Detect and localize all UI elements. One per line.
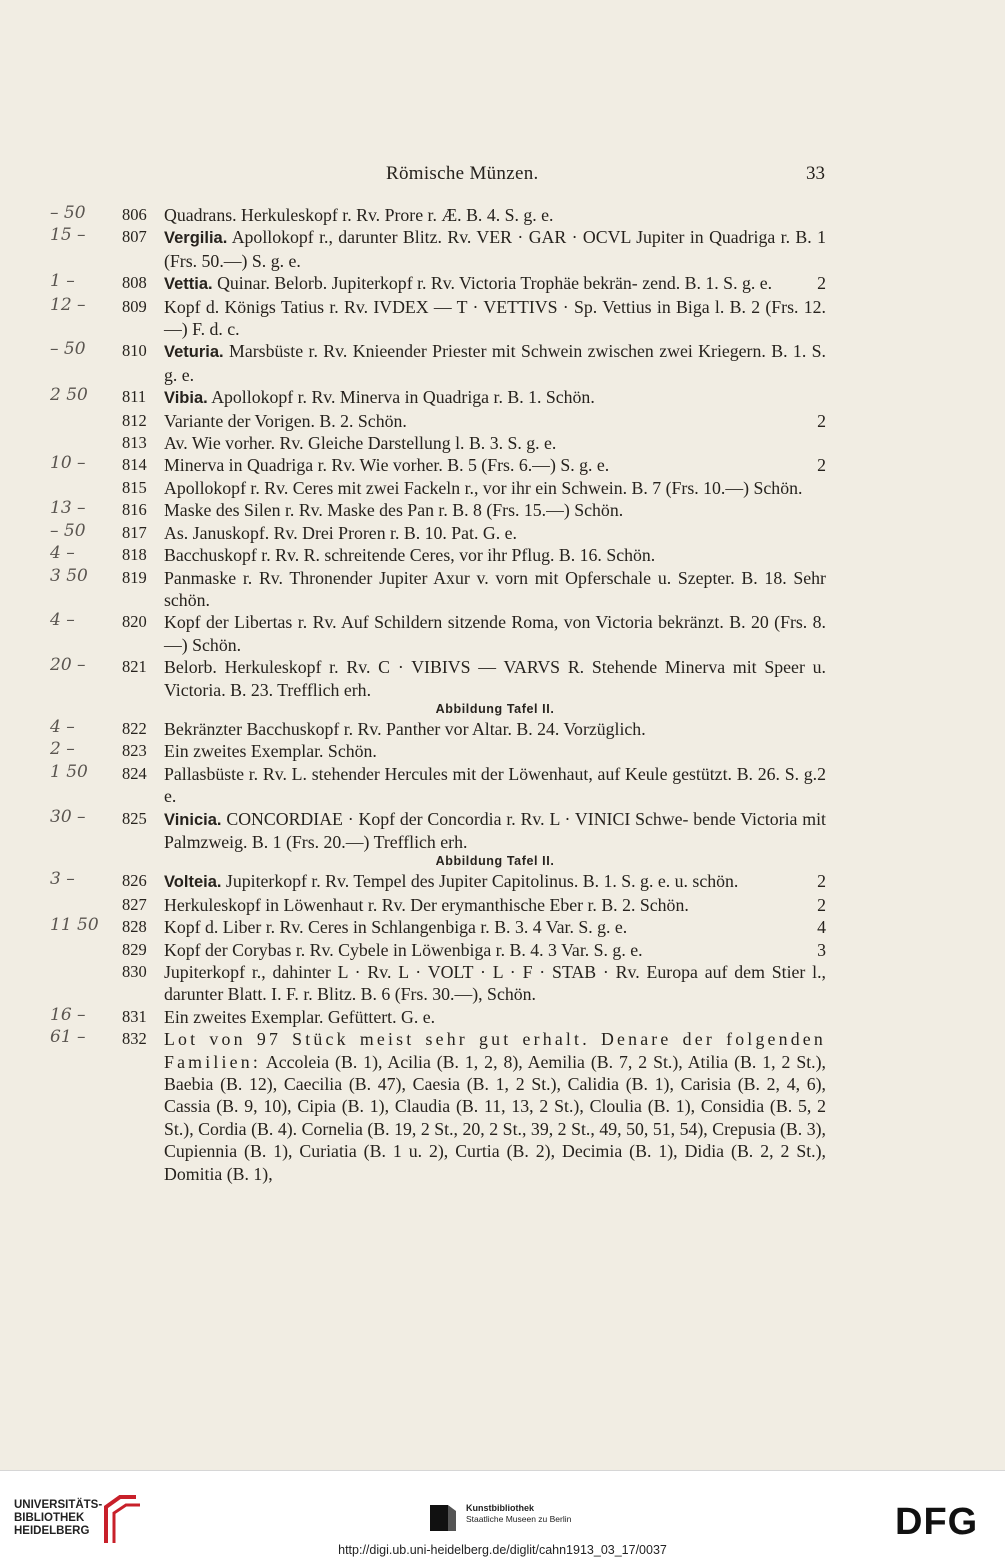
lot-description	[164, 1028, 826, 1185]
kunstbibliothek-text: Kunstbibliothek Staatliche Museen zu Berlin	[466, 1503, 572, 1524]
lot-description	[164, 763, 826, 808]
lot-number: 811	[122, 387, 147, 407]
catalogue-entry	[0, 272, 1005, 295]
description-line: Bacchuskopf r. Rv. R. schreitende Ceres, vor ihr Pflug. B. 16. Schön.	[164, 545, 656, 566]
description-line: in Quadriga r. B. 1 (Frs. 50.—) S. g. e.	[164, 227, 826, 271]
lot-number: 830	[122, 962, 147, 981]
lot-description	[164, 499, 826, 521]
description-line: Maske des Silen r. Rv. Maske des Pan r. B. 8 (Frs. 15.—) Schön.	[164, 500, 624, 521]
lot-description	[164, 477, 826, 499]
catalogue-entry	[0, 763, 1005, 808]
description-line: u. Szepter. B. 18. Sehr schön.	[164, 567, 826, 610]
description-line: CONCORDIAE · Kopf der Concordia r. Rv. L · VINICI Schwe-	[226, 808, 689, 829]
grade-value: 2	[817, 894, 826, 915]
description-line: Jupiterkopf r., dahinter L · Rv. L · VOLT · L · F · STAB · Rv. Europa	[164, 962, 698, 982]
catalogue-entry	[0, 204, 1005, 226]
price-annotation: 2 50	[50, 385, 88, 406]
description-line: Bekränzter Bacchuskopf r. Rv. Panther vor Altar. B. 24. Vorzüglich.	[164, 718, 646, 739]
catalogue-entry	[0, 808, 1005, 854]
description-line: B. 7 (Frs. 10.—) Schön.	[631, 477, 803, 498]
catalogue-entry	[0, 522, 1005, 544]
catalogue-entry	[0, 611, 1005, 656]
price-annotation: 2 –	[50, 739, 75, 760]
catalogue-entry	[0, 432, 1005, 454]
description-line: Schön.	[639, 894, 689, 915]
price-annotation: 10 –	[50, 453, 86, 474]
description-line: bende Victoria mit Palmzweig. B. 1 (Frs. 20.—) Trefflich erh.	[164, 808, 826, 852]
lot-number: 806	[122, 205, 147, 224]
description-line: zend. B. 1. S. g. e.	[642, 273, 773, 294]
catalogue-entry	[0, 454, 1005, 476]
lot-description	[164, 454, 826, 476]
description-line: Apollokopf r. Rv. Minerva in Quadriga r. B. 1. Schön.	[211, 387, 595, 408]
lot-number: 826	[122, 871, 147, 891]
price-annotation: 3 –	[50, 869, 75, 890]
price-annotation: 15 –	[50, 225, 86, 246]
catalogue-entry	[0, 656, 1005, 701]
lot-description	[164, 656, 826, 701]
lot-number: 824	[122, 763, 147, 783]
family-name: Veturia.	[164, 343, 224, 362]
grade-value: 2	[817, 763, 826, 784]
description-line: zwei Kriegern. B. 1. S. g. e.	[164, 341, 826, 385]
lot-description	[164, 567, 826, 612]
price-annotation: 12 –	[50, 294, 86, 315]
illustration-note: Abbildung Tafel II.	[435, 701, 555, 716]
catalogue-entry	[0, 1006, 1005, 1028]
price-annotation: 4 –	[50, 543, 75, 564]
catalogue-entry	[0, 544, 1005, 566]
catalogue-entry	[0, 386, 1005, 409]
grade-value: 3	[817, 939, 826, 960]
catalogue-entries	[0, 204, 1005, 1185]
spaced-heading: Lot von 97 Stück meist sehr gut erhalt. Denare der folgenden Familien:	[164, 1029, 826, 1072]
lot-description	[164, 296, 826, 341]
catalogue-entry	[0, 740, 1005, 762]
kunstbibliothek-logo-icon	[428, 1501, 458, 1535]
lot-number: 817	[122, 522, 147, 542]
lot-description	[164, 1006, 826, 1028]
catalogue-entry	[0, 410, 1005, 432]
lot-description	[164, 544, 826, 566]
price-annotation: 4 –	[50, 716, 75, 737]
catalogue-entry	[0, 718, 1005, 740]
lot-number: 815	[122, 477, 147, 497]
lot-number: 810	[122, 341, 147, 361]
lot-number: 816	[122, 500, 147, 520]
price-annotation: 20 –	[50, 655, 86, 676]
description-line: Apollokopf r. Rv. Ceres mit zwei Fackeln r., vor ihr ein Schwein.	[164, 477, 628, 498]
lot-number: 831	[122, 1006, 147, 1026]
lot-number: 812	[122, 410, 147, 430]
lot-number: 823	[122, 741, 147, 761]
lot-description	[164, 432, 826, 454]
description-line: Av. Wie vorher. Rv. Gleiche Darstellung l. B. 3. S. g. e.	[164, 433, 557, 454]
catalogue-entry	[0, 870, 1005, 893]
grade-value: 2	[817, 871, 826, 892]
lot-description	[164, 611, 826, 656]
catalogue-entry	[0, 296, 1005, 341]
lot-number: 808	[122, 273, 147, 293]
catalogue-entry	[0, 567, 1005, 612]
catalogue-entry	[0, 226, 1005, 272]
description-line: bekränzt. B. 20 (Frs. 8.—) Schön.	[164, 612, 827, 655]
lot-number: 827	[122, 894, 147, 914]
price-annotation: 3 50	[50, 565, 88, 586]
description-line: Ein zweites Exemplar. Schön.	[164, 741, 377, 762]
lot-number: 814	[122, 455, 147, 475]
family-name: Vibia.	[164, 389, 208, 408]
description-line: Biga l. B. 2 (Frs. 12.—) F. d. c.	[164, 296, 826, 340]
description-line: Quadrans. Herkuleskopf r. Rv. Prore r. Æ. B. 4. S. g. e.	[164, 205, 554, 225]
price-annotation: – 50	[50, 203, 86, 223]
lot-number: 821	[122, 657, 147, 677]
price-annotation: 4 –	[50, 610, 75, 631]
description-line: Quinar. Belorb. Jupiterkopf r. Rv. Victoria Trophäe bekrän-	[217, 273, 638, 294]
description-line: S. g. e. u. schön.	[621, 871, 739, 892]
price-annotation: 61 –	[50, 1027, 86, 1048]
grade-value: 2	[817, 455, 826, 476]
catalogue-entry	[0, 499, 1005, 521]
lot-description	[164, 718, 826, 740]
description-line: Kopf der Libertas r. Rv. Auf Schildern sitzende Roma, von Victoria	[164, 612, 653, 633]
price-annotation: 30 –	[50, 806, 86, 827]
description-line: Jupiterkopf r. Rv. Tempel des Jupiter Capitolinus. B. 1.	[225, 871, 617, 892]
lot-number: 820	[122, 612, 147, 632]
grade-value: 4	[817, 917, 826, 938]
ub-heidelberg-logo-icon	[100, 1493, 142, 1545]
lot-number: 809	[122, 296, 147, 316]
lot-description	[164, 740, 826, 762]
price-annotation: 13 –	[50, 498, 86, 519]
catalogue-entry	[0, 961, 1005, 1006]
price-annotation: – 50	[50, 520, 86, 541]
page-number: 33	[806, 163, 825, 184]
grade-value: 2	[817, 273, 826, 294]
lot-number: 819	[122, 567, 147, 587]
lot-number: 829	[122, 939, 147, 959]
lot-description	[164, 961, 826, 1006]
price-annotation: 11 50	[50, 915, 99, 936]
lot-number: 813	[122, 433, 147, 453]
lot-number: 828	[122, 917, 147, 937]
price-annotation: 16 –	[50, 1004, 86, 1025]
description-line: Kopf d. Königs Tatius r. Rv. IVDEX — T · VETTIVS · Sp. Vettius in	[164, 296, 671, 317]
description-line: Variante der Vorigen. B. 2. Schön.	[164, 410, 407, 431]
catalogue-entry	[0, 340, 1005, 386]
price-annotation: – 50	[50, 339, 86, 360]
description-line: Keule gestützt. B. 26. S. g. e.	[164, 763, 818, 807]
price-annotation: 1 50	[50, 761, 88, 782]
lot-number: 832	[122, 1029, 147, 1049]
illustration-note: Abbildung Tafel II.	[435, 854, 555, 869]
lot-description	[164, 410, 826, 432]
lot-number: 822	[122, 718, 147, 738]
description-line: Pallasbüste r. Rv. L. stehender Hercules mit der Löwenhaut, auf	[164, 763, 621, 784]
description-line: Accoleia (B. 1), Acilia (B. 1, 2, 8), Aemilia (B. 7, 2 St.), Atilia (B. 1, 2 St.), Baebia (B. 12), Caecilia (B. 47), Caesia (B. 1, 2 St.), Calidia (B. 1), Carisia (B. 2, 4, 6), Cassia (B. 9, 10), Cipia (B. 1), Claudia (B. 11, 13, 2 St.), Cloulia (B. 1), Considia (B. 5, 2 St.), Cordia (B. 4). Cornelia (B. 19, 2 St., 20, 2 St., 39, 2 St., 49, 50, 51, 54), Crepusia (B. 3), Cupiennia (B. 1), Curiatia (B. 1 u. 2), Curtia (B. 2), Decimia (B. 1), Didia (B. 2, 2 St.), Domitia (B. 1),	[164, 1051, 826, 1184]
lot-description	[164, 272, 826, 295]
ub-heidelberg-text: UNIVERSITÄTS- BIBLIOTHEK HEIDELBERG	[14, 1499, 103, 1537]
lot-description	[164, 226, 826, 272]
family-name: Vergilia.	[164, 229, 228, 248]
dfg-logo: DFG	[895, 1501, 979, 1543]
lot-number: 807	[122, 227, 147, 247]
catalogue-entry	[0, 1028, 1005, 1185]
lot-description	[164, 340, 826, 386]
grade-value: 2	[817, 410, 826, 431]
lot-description	[164, 808, 826, 854]
lot-number: 825	[122, 808, 147, 828]
description-line: auf dem Stier l., darunter Blatt. I. F. r. Blitz. B. 6 (Frs. 30.—), Schön.	[164, 962, 826, 1005]
description-line: Kopf der Corybas r. Rv. Cybele in Löwenbiga r. B. 4. 3 Var. S. g. e.	[164, 939, 643, 960]
lot-description	[164, 939, 826, 961]
description-line: As. Januskopf. Rv. Drei Proren r. B. 10. Pat. G. e.	[164, 522, 517, 543]
description-line: Minerva mit Speer u. Victoria. B. 23. Trefflich erh.	[164, 657, 826, 700]
page-title: Römische Münzen.	[386, 163, 539, 184]
catalogue-entry	[0, 916, 1005, 938]
description-line: Ein zweites Exemplar. Gefüttert. G. e.	[164, 1006, 436, 1027]
family-name: Volteia.	[164, 873, 222, 892]
lot-description	[164, 894, 826, 916]
lot-number: 818	[122, 545, 147, 565]
description-line: Panmaske r. Rv. Thronender Jupiter Axur v. vorn mit Opferschale	[164, 567, 652, 588]
family-name: Vettia.	[164, 275, 213, 294]
description-line: Apollokopf r., darunter Blitz. Rv. VER · GAR · OCVL Jupiter	[231, 227, 685, 248]
description-line: Kopf d. Liber r. Rv. Ceres in Schlangenbiga r. B. 3. 4 Var. S. g. e.	[164, 917, 628, 938]
digitization-footer	[0, 1470, 1005, 1560]
lot-description	[164, 870, 826, 893]
lot-description	[164, 522, 826, 544]
catalogue-entry	[0, 477, 1005, 499]
description-line: Belorb. Herkuleskopf r. Rv. C · VIBIVS — VARVS R. Stehende	[164, 657, 658, 678]
lot-description	[164, 204, 826, 226]
catalogue-entry	[0, 894, 1005, 916]
price-annotation: 1 –	[50, 271, 75, 292]
family-name: Vinicia.	[164, 810, 222, 829]
description-line: Marsbüste r. Rv. Knieender Priester mit Schwein zwischen	[229, 341, 654, 362]
source-url[interactable]: http://digi.ub.uni-heidelberg.de/diglit/cahn1913_03_17/0037	[338, 1543, 667, 1557]
catalogue-entry	[0, 939, 1005, 961]
description-line: Minerva in Quadriga r. Rv. Wie vorher. B. 5 (Frs. 6.—) S. g. e.	[164, 455, 610, 476]
lot-description	[164, 386, 826, 409]
description-line: Herkuleskopf in Löwenhaut r. Rv. Der erymanthische Eber r. B. 2.	[164, 894, 636, 915]
lot-description	[164, 916, 826, 938]
